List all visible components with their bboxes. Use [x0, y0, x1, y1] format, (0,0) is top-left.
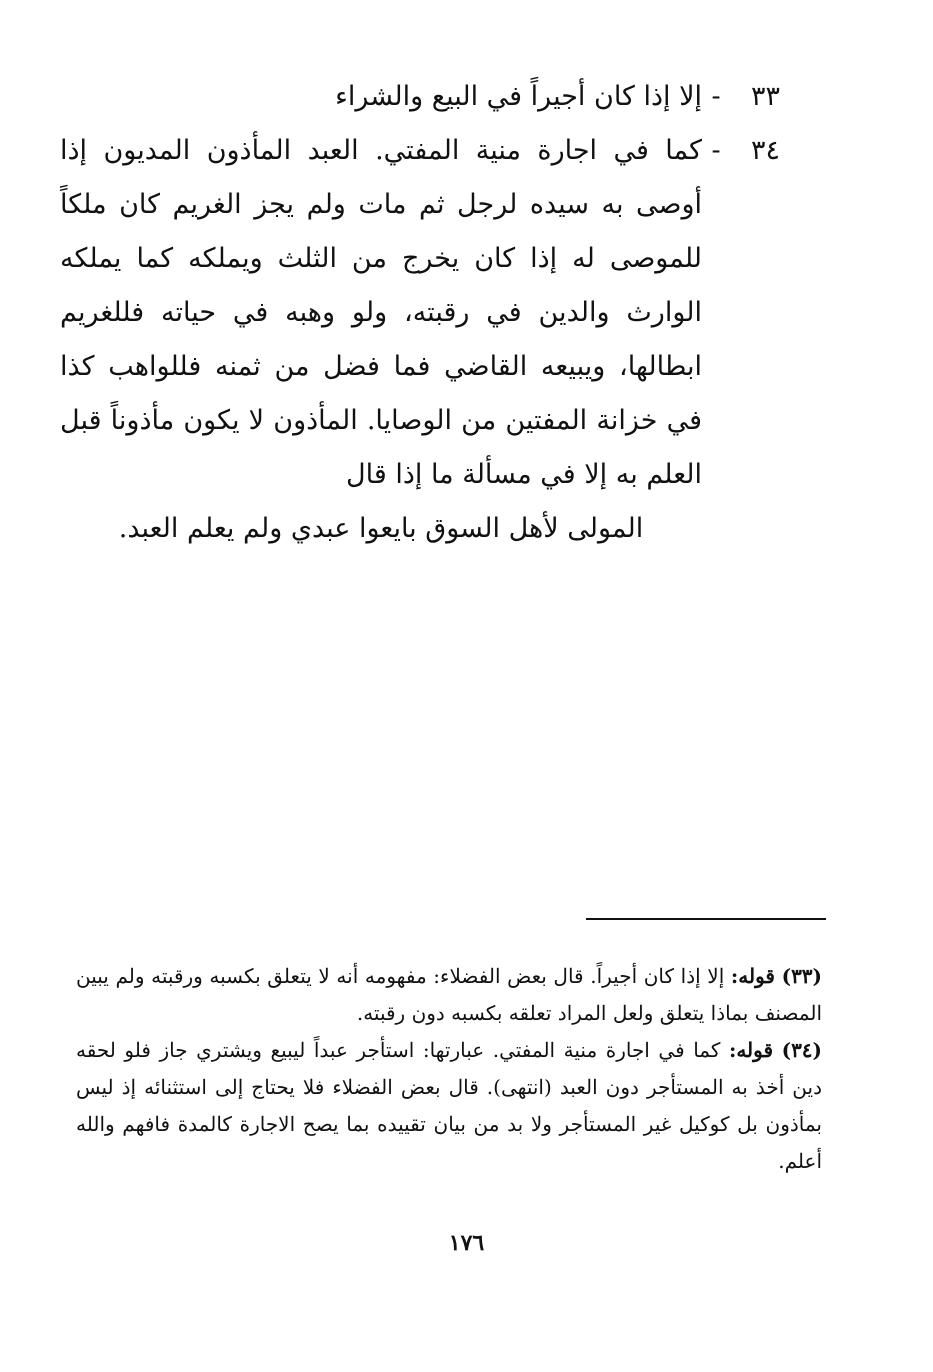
note-text [60, 124, 702, 556]
main-text [60, 70, 780, 556]
footnote-label: قوله: [730, 964, 775, 988]
footnote-34 [76, 1032, 822, 1180]
note-text: إلا إذا كان أجيراً في البيع والشراء [335, 81, 702, 112]
note-33 [60, 70, 780, 124]
note-text-last-line: المولى لأهل السوق بايعوا عبدي ولم يعلم العبد. [118, 513, 644, 544]
footnote-divider [586, 918, 826, 920]
note-dash: - [711, 135, 721, 166]
footnote-text: إلا إذا كان أجيراً. قال بعض الفضلاء: مفهومه أنه لا يتعلق بكسبه ورقبته ولم يبين المصنف بماذا يتعلق ولعل المراد تعلقه بكسبه دون رقبته. [76, 964, 822, 1025]
note-number: ٣٣ [750, 81, 780, 112]
note-34 [60, 124, 780, 556]
footnote-label: قوله: [728, 1038, 774, 1062]
page-number: ١٧٦ [448, 1230, 485, 1256]
note-dash: - [711, 81, 721, 112]
footnote-33 [76, 958, 822, 1032]
footnote-ref: (٣٣) [781, 964, 823, 988]
footnotes [76, 958, 822, 1180]
footnote-ref: (٣٤) [781, 1038, 823, 1062]
note-text-body: كما في اجارة منية المفتي. العبد المأذون المديون إذا أوصى به سيده لرجل ثم مات ولم يجز الغريم كان ملكاً للموصى له إذا كان يخرج من الثلث ويملكه كما يملكه الوارث والدين في رقبته، ولو وهبه في حياته فللغريم ابطالها، ويبيعه القاضي فما فضل من ثمنه فللواهب كذا في خزانة المفتين من الوصايا. المأذون لا يكون مأذوناً قبل العلم به إلا في مسألة ما إذا قال [60, 135, 702, 490]
note-number: ٣٤ [750, 135, 780, 166]
footnote-text: كما في اجارة منية المفتي. عبارتها: استأجر عبداً ليبيع ويشتري جاز فلو لحقه دين أخذ به المستأجر دون العبد (انتهى). قال بعض الفضلاء فلا يحتاج إلى استثنائه إذ ليس بمأذون بل كوكيل غير المستأجر ولا بد من بيان تقييده بما يصح الاجارة كالمدة فافهم والله أعلم. [76, 1038, 823, 1173]
